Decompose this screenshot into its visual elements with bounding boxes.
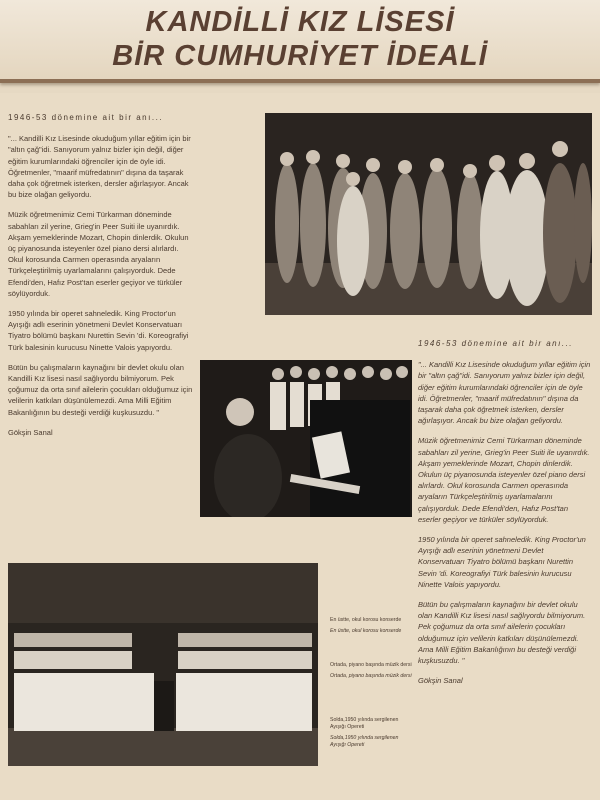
right-heading: 1946-53 dönemine ait bir anı... [418,339,574,348]
left-paragraph-1: "... Kandilli Kız Lisesinde okuduğum yıllar eğitim için bir "altın çağ"idi. Sanıyorum yalnız bizler için değil, diğer eğitim kurumlarındaki öğrenciler için de öyle idi. Öğretmenler, "maarif müfredatının" dışına da taşarak daha çok öğretmek isterken, dersler ağırlaşıyor. Ancak bu bize olağan geliyordu. [8,134,191,200]
caption-3: Solda,1950 yılında sergilenen Ayışığı Opereti [330,717,399,730]
right-paragraph-2: Müzik öğretmenimiz Cemi Türkarman döneminde sabahları zil yerine, Grieg'in Peer Suiti ile uyanırdık. Akşam yemeklerinde Mozart, Chopin dinlerdik. Okulun üç piyanosunda isteyenler özel piano dersi alırlardı. Okul korosunda Carmen operasında aryaların Türkçeleştirilmiş uyarlamalarını çalışıyorduk. Dede Efendi'den, Hafız Post'tan eserler geçiyor ve türküler söylüyorduk. [418,436,590,524]
caption-1-duplicate: En üstte, okul korosu konserde [330,628,402,634]
operetta-cast-photo [265,113,592,315]
school-choir-photo [8,563,318,766]
caption-bottom-photo [330,717,412,749]
left-signature: Gökşin Sanal [8,427,53,437]
piano-lesson-photo [200,360,412,517]
right-signature: Gökşin Sanal [418,676,463,686]
left-paragraph-4: Bütün bu çalışmaların kaynağını bir devlet okulu olan Kandilli Kız lisesi nasıl sağlıyordu bilmiyorum. Pek çoğumuz da orta sınıf ailelerin çocukları olduğumuz için velilerin katkıları düşünülemezdi. Ama Milli Eğitim Bakanlığının bu desteği verdiği kuşkusuzdu. " [8,362,193,417]
caption-2: Ortada, piyano başında müzik dersi [330,662,412,668]
caption-2-duplicate: Ortada, piyano başında müzik dersi [330,673,412,679]
right-paragraph-3: 1950 yılında bir operet sahneledik. King Proctor'un Ayışığı adlı eserinin yönetmeni Devlet Konservatuarı Tiyatro bölümü başkanı Nurettin Sevin 'di. Koreografiyi Türk balesinin kurucusu Ninette Valois yapıyordu. [418,535,586,589]
caption-1: En üstte, okul korosu konserde [330,617,402,623]
page-header [0,0,600,83]
page-title-line1: KANDİLLİ KIZ LİSESİ [145,6,455,38]
left-heading: 1946-53 dönemine ait bir anı... [8,113,164,122]
right-paragraph-1: "... Kandilli Kız Lisesinde okuduğum yıllar eğitim için bir "altın çağ"idi. Sanıyorum yalnız bizler için değil, diğer eğitim kurumlarındaki öğrenciler için de öyle idi. Öğretmenler, "maarif müfredatının" dışına da taşarak daha çok öğretmek isterken, dersler ağırlaşıyor. Ancak bu bize olağan geliyordu. [418,360,591,426]
caption-top-photo [330,617,412,635]
piano-lesson-illustration [200,360,412,517]
right-paragraph-4: Bütün bu çalışmaların kaynağını bir devlet okulu olan Kandilli Kız lisesi nasıl sağlıyordu bilmiyorum. Pek çoğumuz da orta sınıf ailelerin çocukları olduğumuz için velilerin katkıları düşünülemezdi. Ama Milli Eğitim Bakanlığının bu desteği verdiği kuşkusuzdu. " [418,600,586,666]
left-paragraph-2: Müzik öğretmenimiz Cemi Türkarman döneminde sabahları zil yerine, Grieg'in Peer Suiti ile uyanırdık. Akşam yemeklerinde Mozart, Chopin dinlerdik. Okulun üç piyanosunda isteyenler özel piano dersi alırlardı. Okul korosunda Carmen operasında aryaların Türkçeleştirilmiş uyarlamalarını çalışıyorduk. Dede Efendi'den, Hafız Post'tan eserler geçiyor ve türküler söylüyorduk. [8,210,189,298]
caption-3-duplicate: Solda,1950 yılında sergilenen Ayışığı Opereti [330,735,399,748]
school-choir-illustration [8,563,318,766]
right-text-column [418,338,592,695]
left-text-column [8,112,196,447]
operetta-cast-illustration [265,113,592,315]
caption-middle-photo [330,662,412,680]
page-title-line2: BİR CUMHURİYET İDEALİ [112,40,488,72]
left-paragraph-3: 1950 yılında bir operet sahneledik. King Proctor'un Ayışığı adlı eserinin yönetmeni Devlet Konservatuarı Tiyatro bölümü başkanı Nurettin Sevin 'di. Koreografiyi Türk balesinin kurucusu Ninette Valois yapıyordu. [8,309,189,352]
